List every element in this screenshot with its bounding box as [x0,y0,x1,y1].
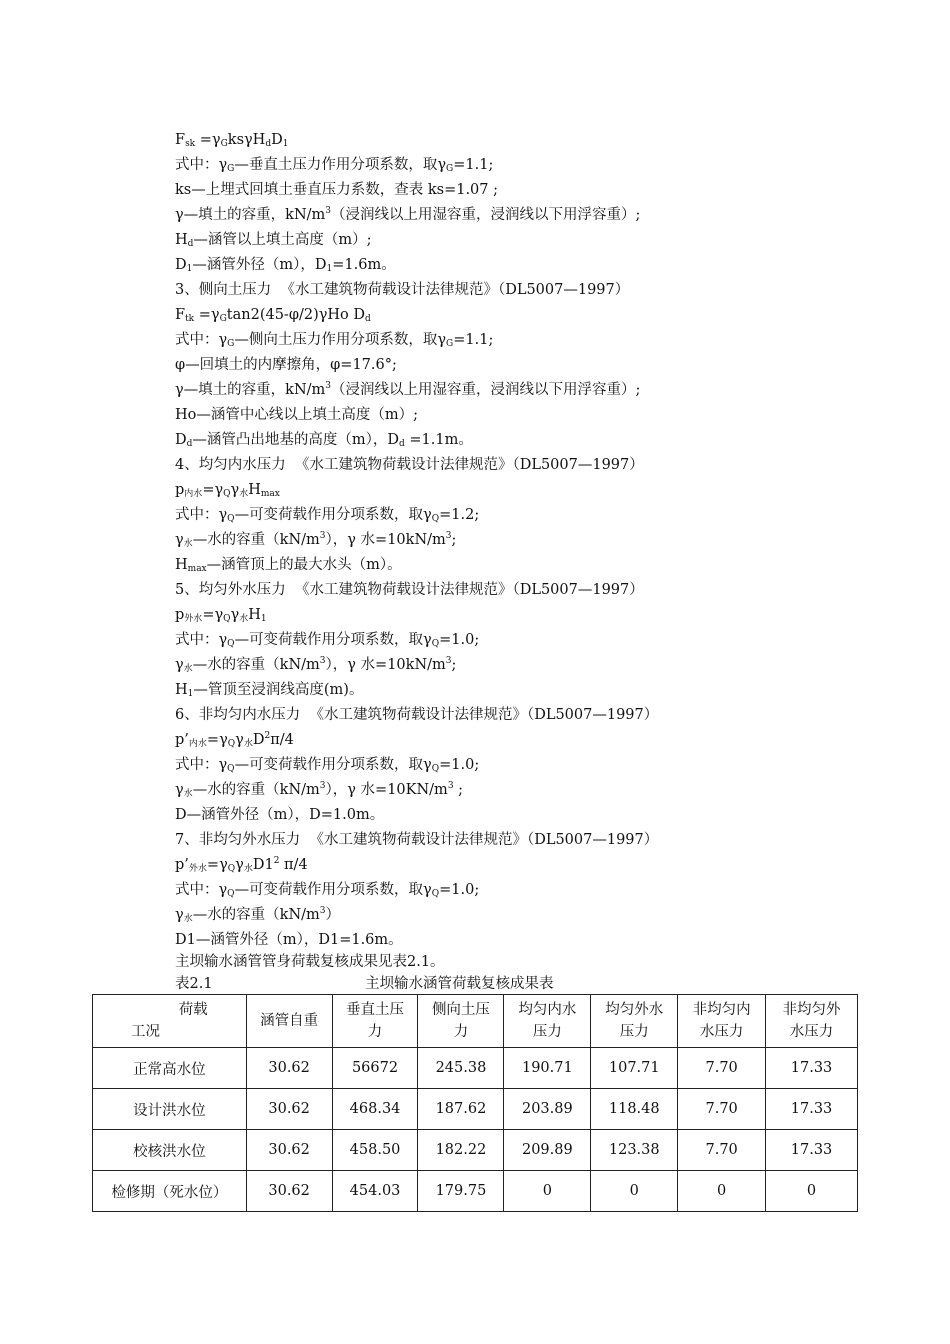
subscript: 1 [326,264,333,274]
superscript: 2 [264,731,271,741]
table-cell: 56672 [332,1048,418,1089]
subscript: 外水 [188,864,207,874]
column-header-text: 涵管自重 [260,1013,319,1029]
text-run: H [248,607,261,623]
subscript: 水 [183,664,193,674]
table-cell: 245.38 [418,1048,504,1089]
table-cell: 17.33 [766,1130,858,1171]
text-run: 6、非均匀内水压力 《水工建筑物荷载设计法律规范》（DL5007—1997） [175,707,659,723]
table-cell: 7.70 [678,1130,766,1171]
text-run: π/4 [270,732,294,748]
table-cell: 190.71 [504,1048,591,1089]
subscript: 水 [239,614,249,624]
table-cell: 203.89 [504,1089,591,1130]
subscript: 内水 [184,489,203,499]
subscript: 1 [186,264,193,274]
subscript: 水 [243,864,253,874]
text-run: 式中：γ [175,882,228,898]
text-run: —可变荷载作用分项系数，取γ [234,757,432,773]
text-run: —水的容重（kN/m [192,782,320,798]
text-run: γ [230,482,240,498]
text-line [175,480,280,500]
text-run: =γ [202,482,224,498]
table-cell: 17.33 [766,1089,858,1130]
text-run: D [271,132,283,148]
text-run: =1.1; [453,332,494,348]
subscript: sk [185,139,196,149]
subscript: 外水 [184,614,203,624]
subscript: Q [431,889,440,899]
column-header-text: 压力 [619,1024,649,1040]
text-run: =γ [194,307,220,323]
table-cell: 17.33 [766,1048,858,1089]
text-run: 式中：γ [175,332,228,348]
text-line [175,705,658,725]
table-body [93,1048,858,1212]
subscript: Q [223,489,231,499]
table-cell: 458.50 [332,1130,418,1171]
text-run: —水的容重（kN/m [192,657,320,673]
text-line [175,430,473,450]
subscript: G [227,339,235,349]
text-line [175,805,384,825]
text-line [175,305,371,325]
text-run: D1—涵管外径（m），D1=1.6m。 [175,932,403,948]
text-run: =1.1; [453,157,494,173]
subscript: 水 [183,539,193,549]
text-line [175,655,456,675]
text-run: π/4 [279,857,308,873]
text-line [175,605,267,625]
text-run: —水的容重（kN/m [192,907,320,923]
table-cell: 0 [504,1171,591,1212]
table-cell: 7.70 [678,1048,766,1089]
column-header [504,995,591,1048]
text-run: =1.0; [439,882,480,898]
subscript: tk [185,314,195,324]
text-line [175,205,640,225]
text-run: p [175,482,185,498]
text-line [175,680,363,700]
load-review-table [92,994,858,1212]
subscript: 水 [239,489,249,499]
text-run: （浸润线以上用湿容重，浸润线以下用浮容重）; [331,382,641,398]
text-run: p’ [175,857,189,873]
subscript: Q [227,889,235,899]
text-run: H [248,482,261,498]
table-cell: 30.62 [246,1130,332,1171]
text-run: —涵管以上填土高度（m）; [193,232,372,248]
text-line [175,530,456,550]
text-line [175,355,397,375]
subscript: 1 [260,614,267,624]
subscript: 1 [187,689,194,699]
table-row [93,1089,858,1130]
text-run: 式中：γ [175,757,228,773]
subscript: Q [227,514,235,524]
superscript: 3 [445,531,452,541]
table-cell: 0 [766,1171,858,1212]
text-run: =1.2; [439,507,480,523]
superscript: 3 [319,781,326,791]
text-run: p [175,607,185,623]
text-line [175,230,372,250]
subscript: Q [431,639,440,649]
table-cell: 454.03 [332,1171,418,1212]
subscript: Q [227,764,235,774]
text-run: 3、侧向土压力 《水工建筑物荷载设计法律规范》（DL5007—1997） [175,282,630,298]
text-run: γ—填土的容重，kN/m [175,382,326,398]
table-cell: 107.71 [591,1048,678,1089]
subscript: G [220,139,228,149]
text-line [175,155,493,175]
text-run: —可变荷载作用分项系数，取γ [234,507,432,523]
column-header-text: 垂直土压 [346,1002,405,1018]
table-cell: 30.62 [246,1048,332,1089]
table-cell: 7.70 [678,1089,766,1130]
subscript: Q [227,739,236,749]
corner-label-load: 荷载 [178,1002,208,1018]
row-condition-cell: 校核洪水位 [93,1130,247,1171]
superscript: 3 [447,781,454,791]
text-run: =γ [206,857,228,873]
subscript: G [446,164,454,174]
text-run: H [175,557,188,573]
text-line [175,780,463,800]
text-run: ; [453,782,464,798]
text-run: γ [230,607,240,623]
subscript: 水 [183,789,193,799]
text-run: （浸润线以上用湿容重，浸润线以下用浮容重）; [331,207,641,223]
text-run: ） [325,907,341,923]
text-run: =γ [195,132,221,148]
subscript: d [399,439,405,449]
column-header-text: 侧向土压 [431,1002,490,1018]
text-run: —涵管外径（m），D [192,257,327,273]
text-run: 7、非均匀外水压力 《水工建筑物荷载设计法律规范》（DL5007—1997） [175,832,659,848]
text-run: F [175,132,186,148]
table-cell: 0 [591,1171,678,1212]
column-header [591,995,678,1048]
column-header-text: 均匀外水 [605,1002,664,1018]
column-header [766,995,858,1048]
column-header [332,995,418,1048]
text-run: ksγH [227,132,266,148]
superscript: 2 [273,856,280,866]
text-line [175,380,640,400]
text-line [175,930,403,950]
text-line [175,505,479,525]
column-header-text: 力 [453,1024,469,1040]
column-header-text: 非均匀外 [782,1002,841,1018]
text-run: γ [175,782,184,798]
text-line [175,905,340,925]
superscript: 3 [319,906,326,916]
text-run: F [175,307,186,323]
text-run: ; [451,532,457,548]
text-line [175,180,498,200]
column-header-text: 力 [367,1024,383,1040]
subscript: max [260,489,280,499]
text-run: ），γ 水=10kN/m [325,657,446,673]
subscript: Q [227,864,236,874]
text-line [175,130,288,150]
table-header-row [93,995,858,1048]
column-header [678,995,766,1048]
superscript: 3 [325,381,332,391]
text-line [175,855,308,875]
column-header-text: 水压力 [699,1024,744,1040]
superscript: 3 [445,656,452,666]
table-cell: 182.22 [418,1130,504,1171]
text-run: H [175,232,188,248]
table-cell: 209.89 [504,1130,591,1171]
text-run: tan2(45-φ/2)γHo D [226,307,366,323]
text-run: γ [175,657,184,673]
text-line [175,755,479,775]
text-run: 5、均匀外水压力 《水工建筑物荷载设计法律规范》（DL5007—1997） [175,582,644,598]
subscript: 水 [243,739,253,749]
column-header [246,995,332,1048]
text-run: =1.6m。 [332,257,396,273]
table-cell: 30.62 [246,1089,332,1130]
column-header-text: 非均匀内 [692,1002,751,1018]
subscript: d [365,314,371,324]
text-run: —水的容重（kN/m [192,532,320,548]
subscript: d [186,439,193,449]
superscript: 3 [319,531,326,541]
column-header-text: 均匀内水 [518,1002,577,1018]
column-header-text: 压力 [532,1024,562,1040]
text-run: H [175,682,188,698]
text-run: 主坝输水涵管管身荷载复核成果见表2.1。 [175,954,445,970]
text-run: γ [175,907,184,923]
text-run: 式中：γ [175,632,228,648]
text-run: —涵管凸出地基的高度（m），D [192,432,400,448]
text-run: ），γ 水=10KN/m [325,782,448,798]
subscript: max [187,564,207,574]
header-corner-cell [93,995,247,1048]
table-cell: 123.38 [591,1130,678,1171]
text-run: 式中：γ [175,157,228,173]
table-title: 主坝输水涵管荷载复核成果表 [365,976,554,992]
table-row [93,1130,858,1171]
subscript: Q [223,614,231,624]
text-run: γ [175,532,184,548]
table-cell: 187.62 [418,1089,504,1130]
table-row [93,1048,858,1089]
subscript: Q [431,764,440,774]
text-run: φ—回填土的内摩擦角，φ=17.6°; [175,357,397,373]
text-run: D [252,732,265,748]
text-run: —可变荷载作用分项系数，取γ [234,632,432,648]
subscript: 1 [282,139,289,149]
text-line [175,952,445,972]
text-run: D1 [252,857,274,873]
text-run: p’ [175,732,189,748]
text-line [175,455,644,475]
text-run: 式中：γ [175,507,228,523]
table-cell: 30.62 [246,1171,332,1212]
text-run: D [175,257,187,273]
subscript: d [265,139,272,149]
text-run: =γ [202,607,224,623]
subscript: Q [431,514,440,524]
text-line [175,405,418,425]
subscript: G [219,314,227,324]
text-line [175,830,658,850]
text-run: =1.1m。 [404,432,473,448]
text-run: —垂直土压力作用分项系数，取γ [234,157,447,173]
text-line [175,630,479,650]
text-run: ），γ 水=10kN/m [325,532,446,548]
text-run: —侧向土压力作用分项系数，取γ [234,332,447,348]
row-condition-cell: 正常高水位 [93,1048,247,1089]
subscript: G [227,164,235,174]
subscript: 内水 [188,739,207,749]
superscript: 3 [319,656,326,666]
table-row [93,1171,858,1212]
text-run: =1.0; [439,757,480,773]
text-run: —涵管顶上的最大水头（m）。 [206,557,402,573]
row-condition-cell: 设计洪水位 [93,1089,247,1130]
subscript: G [446,339,454,349]
table-cell: 179.75 [418,1171,504,1212]
text-line [175,555,402,575]
corner-label-condition: 工况 [131,1024,160,1040]
text-run: ; [451,657,457,673]
text-run: γ [235,732,244,748]
table-cell: 0 [678,1171,766,1212]
text-line [175,330,493,350]
subscript: Q [227,639,235,649]
table-number: 表2.1 [175,976,213,992]
row-condition-cell: 检修期（死水位） [93,1171,247,1212]
subscript: d [187,239,194,249]
text-line [175,580,644,600]
table-cell: 468.34 [332,1089,418,1130]
text-line [175,255,396,275]
text-run: —可变荷载作用分项系数，取γ [234,882,432,898]
text-run: ks—上埋式回填土垂直压力系数，查表 ks=1.07 ; [175,182,498,198]
text-run: 4、均匀内水压力 《水工建筑物荷载设计法律规范》（DL5007—1997） [175,457,644,473]
text-run: D [175,432,187,448]
text-run: D—涵管外径（m），D=1.0m。 [175,807,385,823]
text-run: Ho—涵管中心线以上填土高度（m）; [175,407,419,423]
column-header [418,995,504,1048]
text-run: γ—填土的容重，kN/m [175,207,326,223]
text-run: γ [235,857,244,873]
superscript: 3 [325,206,332,216]
text-run: =1.0; [439,632,480,648]
text-line [175,280,629,300]
subscript: 水 [183,914,193,924]
table-cell: 118.48 [591,1089,678,1130]
column-header-text: 水压力 [789,1024,834,1040]
text-run: =γ [206,732,228,748]
text-line [175,730,294,750]
text-line [175,880,479,900]
text-run: —管顶至浸润线高度(m)。 [193,682,364,698]
